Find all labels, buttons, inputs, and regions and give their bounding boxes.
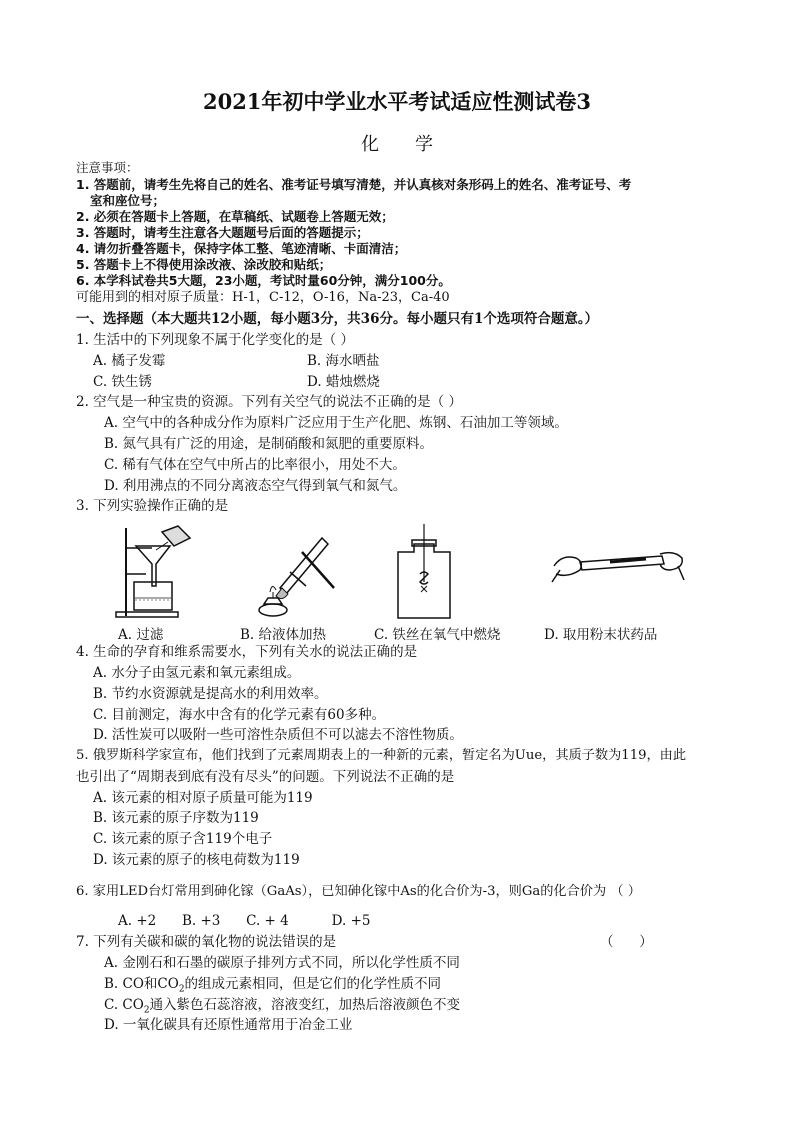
option-c-text: C. CO — [104, 997, 144, 1013]
note-item: 2. 必须在答题卡上答题，在草稿纸、试题卷上答题无效； — [76, 209, 394, 224]
question-2-option-b: B. 氮气具有广泛的用途，是制硝酸和氮肥的重要原料。 — [104, 436, 434, 452]
question-3-option-d: D. 取用粉末状药品 — [544, 627, 658, 643]
option-b-text: B. CO和CO — [104, 976, 179, 992]
question-7-option-a: A. 金刚石和石墨的碳原子排列方式不同，所以化学性质不同 — [104, 955, 460, 971]
note-item: 6. 本学科试卷共5大题，23小题，考试时量60分钟，满分100分。 — [76, 273, 451, 288]
question-3-option-a: A. 过滤 — [118, 627, 164, 643]
question-4-option-a: A. 水分子由氢元素和氧元素组成。 — [93, 665, 301, 681]
answer-parenthesis: （ ） — [600, 934, 653, 950]
subscript: 2 — [143, 1005, 150, 1016]
question-7-option-c — [104, 997, 460, 1019]
question-4-option-d: D. 活性炭可以吸附一些可溶性杂质但不可以滤去不溶性物质。 — [93, 727, 463, 743]
note-item: 5. 答题卡上不得使用涂改液、涂改胶和贴纸； — [76, 257, 332, 272]
note-item: 4. 请勿折叠答题卡，保持字体工整、笔迹清晰、卡面清洁； — [76, 241, 407, 256]
question-5-option-d: D. 该元素的原子的核电荷数为119 — [93, 852, 300, 868]
question-2-stem: 2. 空气是一种宝贵的资源。下列有关空气的说法不正确的是（ ） — [76, 394, 462, 410]
question-5-stem: 5. 俄罗斯科学家宣布，他们找到了元素周期表上的一种新的元素，暂定名为Uue，其质子数为119，由此 — [76, 748, 687, 763]
question-6-options: A. +2 B. +3 C. + 4 D. +5 — [118, 913, 371, 929]
question-1-stem: 1. 生活中的下列现象不属于化学变化的是（ ） — [76, 332, 354, 348]
iron-wire-combustion-figure — [392, 522, 456, 620]
question-5-option-c: C. 该元素的原子含119个电子 — [93, 831, 273, 847]
heating-liquid-figure — [242, 532, 342, 620]
question-3-option-b: B. 给液体加热 — [240, 627, 327, 643]
filtration-apparatus-figure — [112, 524, 202, 620]
question-4-stem: 4. 生命的孕育和维系需要水，下列有关水的说法正确的是 — [76, 644, 418, 660]
question-4-option-b: B. 节约水资源就是提高水的利用效率。 — [93, 686, 328, 702]
question-7-stem: 7. 下列有关碳和碳的氧化物的说法错误的是 — [76, 934, 337, 950]
question-4-option-c: C. 目前测定，海水中含有的化学元素有60多种。 — [93, 707, 386, 723]
question-3-stem: 3. 下列实验操作正确的是 — [76, 498, 229, 514]
question-3-option-c: C. 铁丝在氧气中燃烧 — [374, 627, 501, 643]
notes-heading: 注意事项： — [76, 160, 139, 175]
subject-heading: 化学 — [361, 134, 469, 155]
section-heading: 一、选择题（本大题共12小题，每小题3分，共36分。每小题只有1个选项符合题意。） — [76, 311, 599, 327]
question-5-option-b: B. 该元素的原子序数为119 — [93, 810, 259, 826]
option-c-text-rest: 通入紫色石蕊溶液，溶液变红，加热后溶液颜色不变 — [149, 997, 461, 1013]
option-b-text-rest: 的组成元素相同，但是它们的化学性质不同 — [184, 976, 442, 992]
note-item: 1. 答题前，请考生先将自己的姓名、准考证号填写清楚，并认真核对条形码上的姓名、准考证号、考 — [76, 177, 632, 192]
page-title: 2021年初中学业水平考试适应性测试卷3 — [202, 89, 592, 114]
subscript: 2 — [178, 984, 185, 995]
question-2-option-a: A. 空气中的各种成分作为原料广泛应用于生产化肥、炼钢、石油加工等领域。 — [104, 415, 568, 431]
question-1-option-d: D. 蜡烛燃烧 — [307, 374, 380, 390]
note-item: 3. 答题时，请考生注意各大题题号后面的答题提示； — [76, 225, 369, 240]
question-7-option-b — [104, 976, 441, 998]
note-item: 室和座位号； — [90, 193, 166, 208]
question-6-stem: 6. 家用LED台灯常用到砷化镓（GaAs），已知砷化镓中As的化合价为-3，则Ga的化合价为 （ ） — [76, 884, 641, 899]
question-1-option-c: C. 铁生锈 — [93, 374, 152, 390]
question-2-option-d: D. 利用沸点的不同分离液态空气得到氧气和氮气。 — [104, 478, 407, 494]
question-5-option-a: A. 该元素的相对原子质量可能为119 — [93, 790, 313, 806]
question-1-option-a: A. 橘子发霉 — [93, 353, 166, 369]
powder-sampling-figure — [550, 540, 686, 590]
atomic-masses: 可能用到的相对原子质量：H-1，C-12，O-16，Na-23，Ca-40 — [76, 290, 450, 305]
question-5-stem-continued: 也引出了“周期表到底有没有尽头”的问题。下列说法不正确的是 — [76, 769, 455, 785]
question-2-option-c: C. 稀有气体在空气中所占的比率很小，用处不大。 — [104, 457, 406, 473]
question-7-option-d: D. 一氧化碳具有还原性通常用于冶金工业 — [104, 1017, 353, 1033]
question-1-option-b: B. 海水晒盐 — [307, 353, 380, 369]
